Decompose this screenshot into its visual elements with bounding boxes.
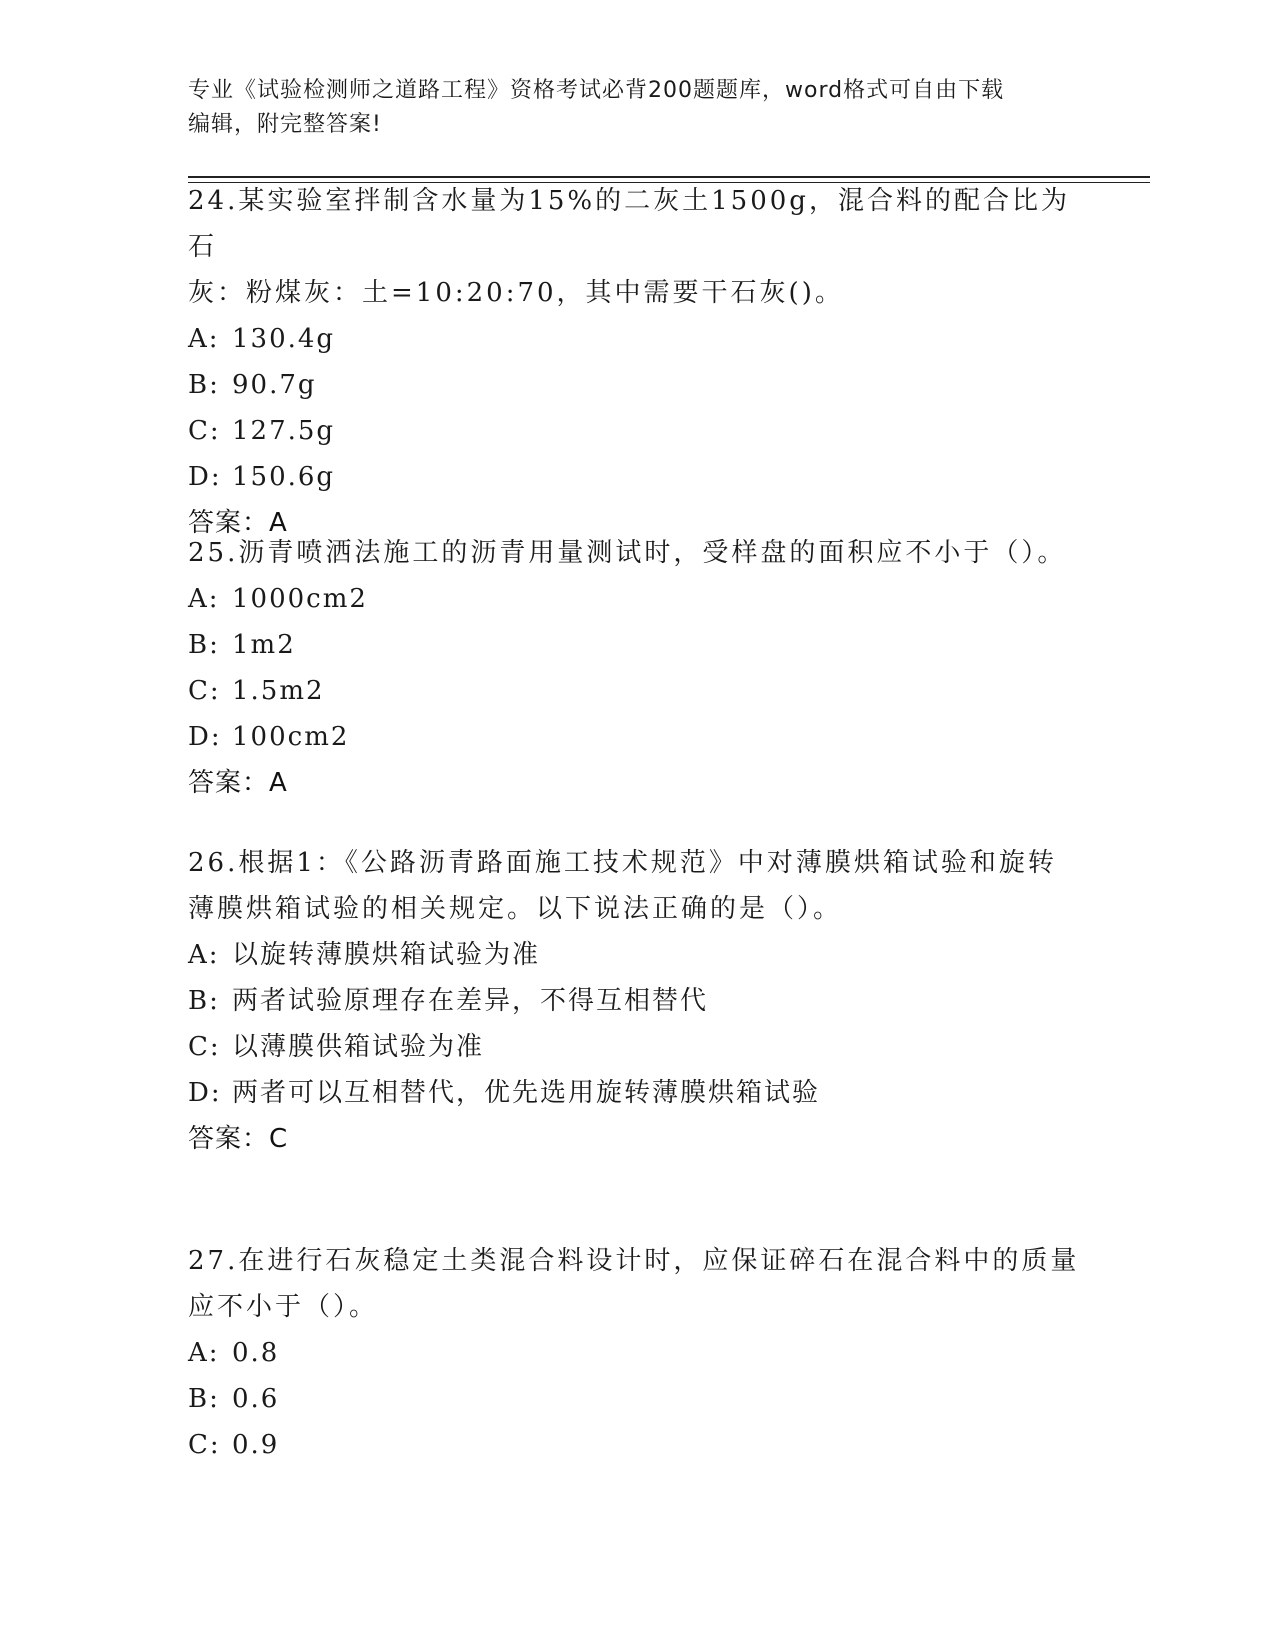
option-key: C: <box>188 416 221 446</box>
option-text: 以旋转薄膜烘箱试验为准 <box>232 940 541 970</box>
option-a <box>188 932 1088 978</box>
header-line-1: 专业《试验检测师之道路工程》资格考试必背200题题库，word格式可自由下载 <box>188 78 1005 103</box>
header-line-2: 编辑，附完整答案! <box>188 112 382 137</box>
option-c <box>188 1024 1088 1070</box>
option-d <box>188 714 1088 760</box>
option-text: 0.6 <box>232 1384 280 1414</box>
option-c <box>188 408 1088 454</box>
option-key: B: <box>188 630 220 660</box>
question-26 <box>188 840 1088 1162</box>
option-a <box>188 576 1088 622</box>
option-c <box>188 668 1088 714</box>
option-key: B: <box>188 1384 220 1414</box>
option-d <box>188 454 1088 500</box>
option-text: 两者可以互相替代，优先选用旋转薄膜烘箱试验 <box>232 1078 821 1108</box>
option-text: 150.6g <box>232 462 336 492</box>
option-key: C: <box>188 1430 221 1460</box>
option-key: A: <box>188 324 220 354</box>
option-key: B: <box>188 986 220 1016</box>
option-b <box>188 362 1088 408</box>
option-text: 以薄膜供箱试验为准 <box>232 1032 485 1062</box>
option-key: C: <box>188 676 221 706</box>
question-stem-line: 灰：粉煤灰：土=10:20:70，其中需要干石灰()。 <box>188 278 844 308</box>
option-text: 0.9 <box>232 1430 280 1460</box>
option-key: D: <box>188 722 222 752</box>
option-key: B: <box>188 370 220 400</box>
option-key: A: <box>188 940 220 970</box>
option-key: C: <box>188 1032 221 1062</box>
answer-line: 答案：C <box>188 1124 289 1154</box>
option-text: 0.8 <box>232 1338 280 1368</box>
answer-line: 答案：A <box>188 508 288 538</box>
option-text: 130.4g <box>232 324 336 354</box>
question-stem-line: 应不小于（）。 <box>188 1292 379 1322</box>
option-text: 90.7g <box>232 370 317 400</box>
question-stem-line: 24.某实验室拌制含水量为15%的二灰土1500g，混合料的配合比为石 <box>188 186 1070 262</box>
option-text: 1.5m2 <box>232 676 325 706</box>
option-key: A: <box>188 1338 220 1368</box>
option-text: 127.5g <box>232 416 336 446</box>
option-text: 两者试验原理存在差异，不得互相替代 <box>232 986 709 1016</box>
question-25 <box>188 530 1088 806</box>
option-key: D: <box>188 1078 222 1108</box>
option-b <box>188 978 1088 1024</box>
option-c <box>188 1422 1088 1468</box>
question-24 <box>188 178 1088 546</box>
option-b <box>188 622 1088 668</box>
question-stem-line: 26.根据1：《公路沥青路面施工技术规范》中对薄膜烘箱试验和旋转 <box>188 848 1057 878</box>
question-stem-line: 薄膜烘箱试验的相关规定。以下说法正确的是（）。 <box>188 894 843 924</box>
option-key: D: <box>188 462 222 492</box>
option-d <box>188 1070 1088 1116</box>
option-text: 100cm2 <box>232 722 350 752</box>
question-27 <box>188 1238 1088 1468</box>
document-header <box>188 74 1088 142</box>
option-b <box>188 1376 1088 1422</box>
option-a <box>188 1330 1088 1376</box>
option-text: 1000cm2 <box>232 584 368 614</box>
question-stem-line: 25.沥青喷洒法施工的沥青用量测试时，受样盘的面积应不小于（）。 <box>188 538 1067 568</box>
option-key: A: <box>188 584 220 614</box>
option-text: 1m2 <box>232 630 296 660</box>
answer-line: 答案：A <box>188 768 288 798</box>
option-a <box>188 316 1088 362</box>
question-stem-line: 27.在进行石灰稳定土类混合料设计时，应保证碎石在混合料中的质量 <box>188 1246 1080 1276</box>
